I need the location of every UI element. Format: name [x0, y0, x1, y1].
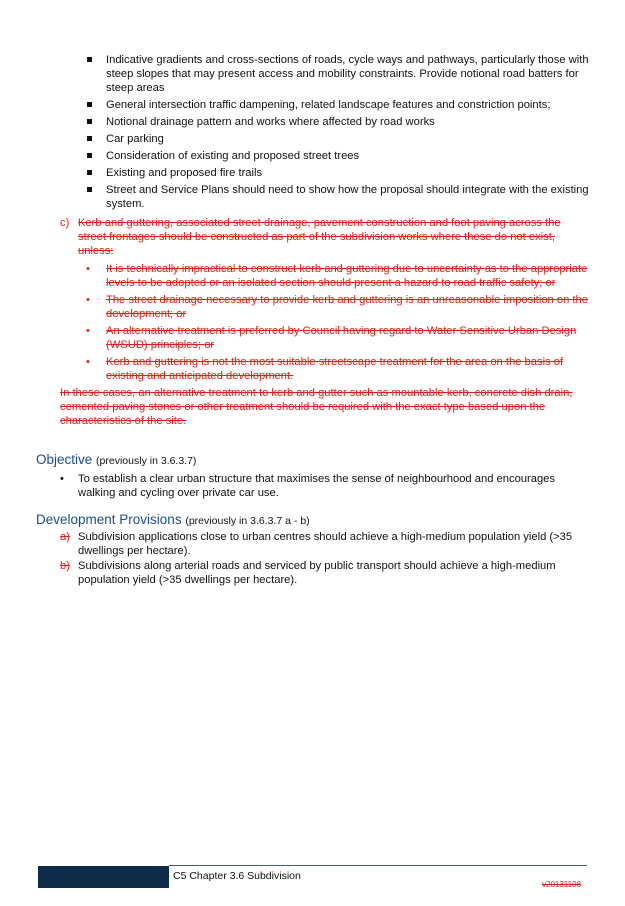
heading-note: (previously in 3.6.3.7 a - b)	[185, 515, 310, 527]
list-item: General intersection traffic dampening, related landscape features and constriction points;	[84, 98, 594, 112]
provision-letter: c)	[60, 217, 70, 229]
list-item: Car parking	[84, 132, 594, 146]
square-bullet-icon	[87, 170, 92, 175]
square-bullet-icon	[87, 136, 92, 141]
list-item: Indicative gradients and cross-sections of roads, cycle ways and pathways, particularly those with steep slopes that may present access and mobility constraints. Provide notional road batters for steep areas	[84, 53, 594, 95]
footer-chapter: C5 Chapter 3.6 Subdivision	[173, 870, 301, 882]
square-bullet-icon	[87, 57, 92, 62]
list-item: • An alternative treatment is preferred by Council having regard to Water Sensitive Urban Design (WSUD) principles; or	[86, 325, 577, 351]
list-item: Existing and proposed fire trails	[84, 166, 594, 180]
provision-letter: a)	[60, 531, 70, 543]
requirements-list	[84, 53, 594, 214]
bullet-icon: •	[86, 356, 90, 368]
square-bullet-icon	[87, 119, 92, 124]
development-provisions-list	[60, 530, 590, 588]
list-item: a) Subdivision applications close to urban centres should achieve a high-medium population yield (>35 dwellings per hectare).	[60, 531, 573, 557]
development-provisions-heading: Development Provisions (previously in 3.6.3.7 a - b)	[36, 512, 310, 527]
list-item: b) Subdivisions along arterial roads and serviced by public transport should achieve a high-medium population yield (>35 dwellings per hectare).	[60, 560, 556, 586]
square-bullet-icon	[87, 187, 92, 192]
footer-version: v20131108	[542, 880, 581, 889]
provision-text: Kerb and guttering, associated street drainage, pavement construction and foot paving across the street frontages should be constructed as part of the subdivision works where these do not exist, unless:	[78, 217, 561, 257]
objective-heading: Objective (previously in 3.6.3.7)	[36, 452, 197, 467]
bullet-icon: •	[86, 325, 90, 337]
bullet-icon: •	[86, 294, 90, 306]
footer-rule	[169, 865, 587, 866]
list-item: • Kerb and guttering is not the most suitable streetscape treatment for the area on the basis of existing and anticipated development.	[86, 356, 564, 382]
provision-letter: b)	[60, 560, 70, 572]
deleted-provision-c	[60, 216, 590, 428]
list-item: • It is technically impractical to construct kerb and guttering due to uncertainty as to the appropriate levels to be adopted or an isolated section should present a hazard to road traffic safety; or	[86, 263, 588, 289]
bullet-icon: •	[60, 473, 64, 485]
footer-bar	[38, 866, 169, 888]
square-bullet-icon	[87, 102, 92, 107]
list-item: • To establish a clear urban structure that maximises the sense of neighbourhood and encourages walking and cycling over private car use.	[60, 473, 555, 499]
objective-list	[60, 472, 580, 500]
square-bullet-icon	[87, 153, 92, 158]
list-item: Street and Service Plans should need to show how the proposal should integrate with the existing system.	[84, 183, 594, 211]
list-item: • The street drainage necessary to provide kerb and guttering is an unreasonable imposition on the development; or	[86, 294, 588, 320]
bullet-icon: •	[86, 263, 90, 275]
heading-note: (previously in 3.6.3.7)	[96, 455, 197, 467]
list-item: Notional drainage pattern and works where affected by road works	[84, 115, 594, 129]
provision-c	[60, 216, 590, 258]
closing-paragraph: In these cases, an alternative treatment to kerb and gutter such as mountable kerb, concrete dish drain, cemented paving stones or other treatment should be required with the exact type based upon the characteristics of the site.	[60, 387, 573, 427]
list-item: Consideration of existing and proposed street trees	[84, 149, 594, 163]
exceptions-list	[86, 262, 590, 383]
